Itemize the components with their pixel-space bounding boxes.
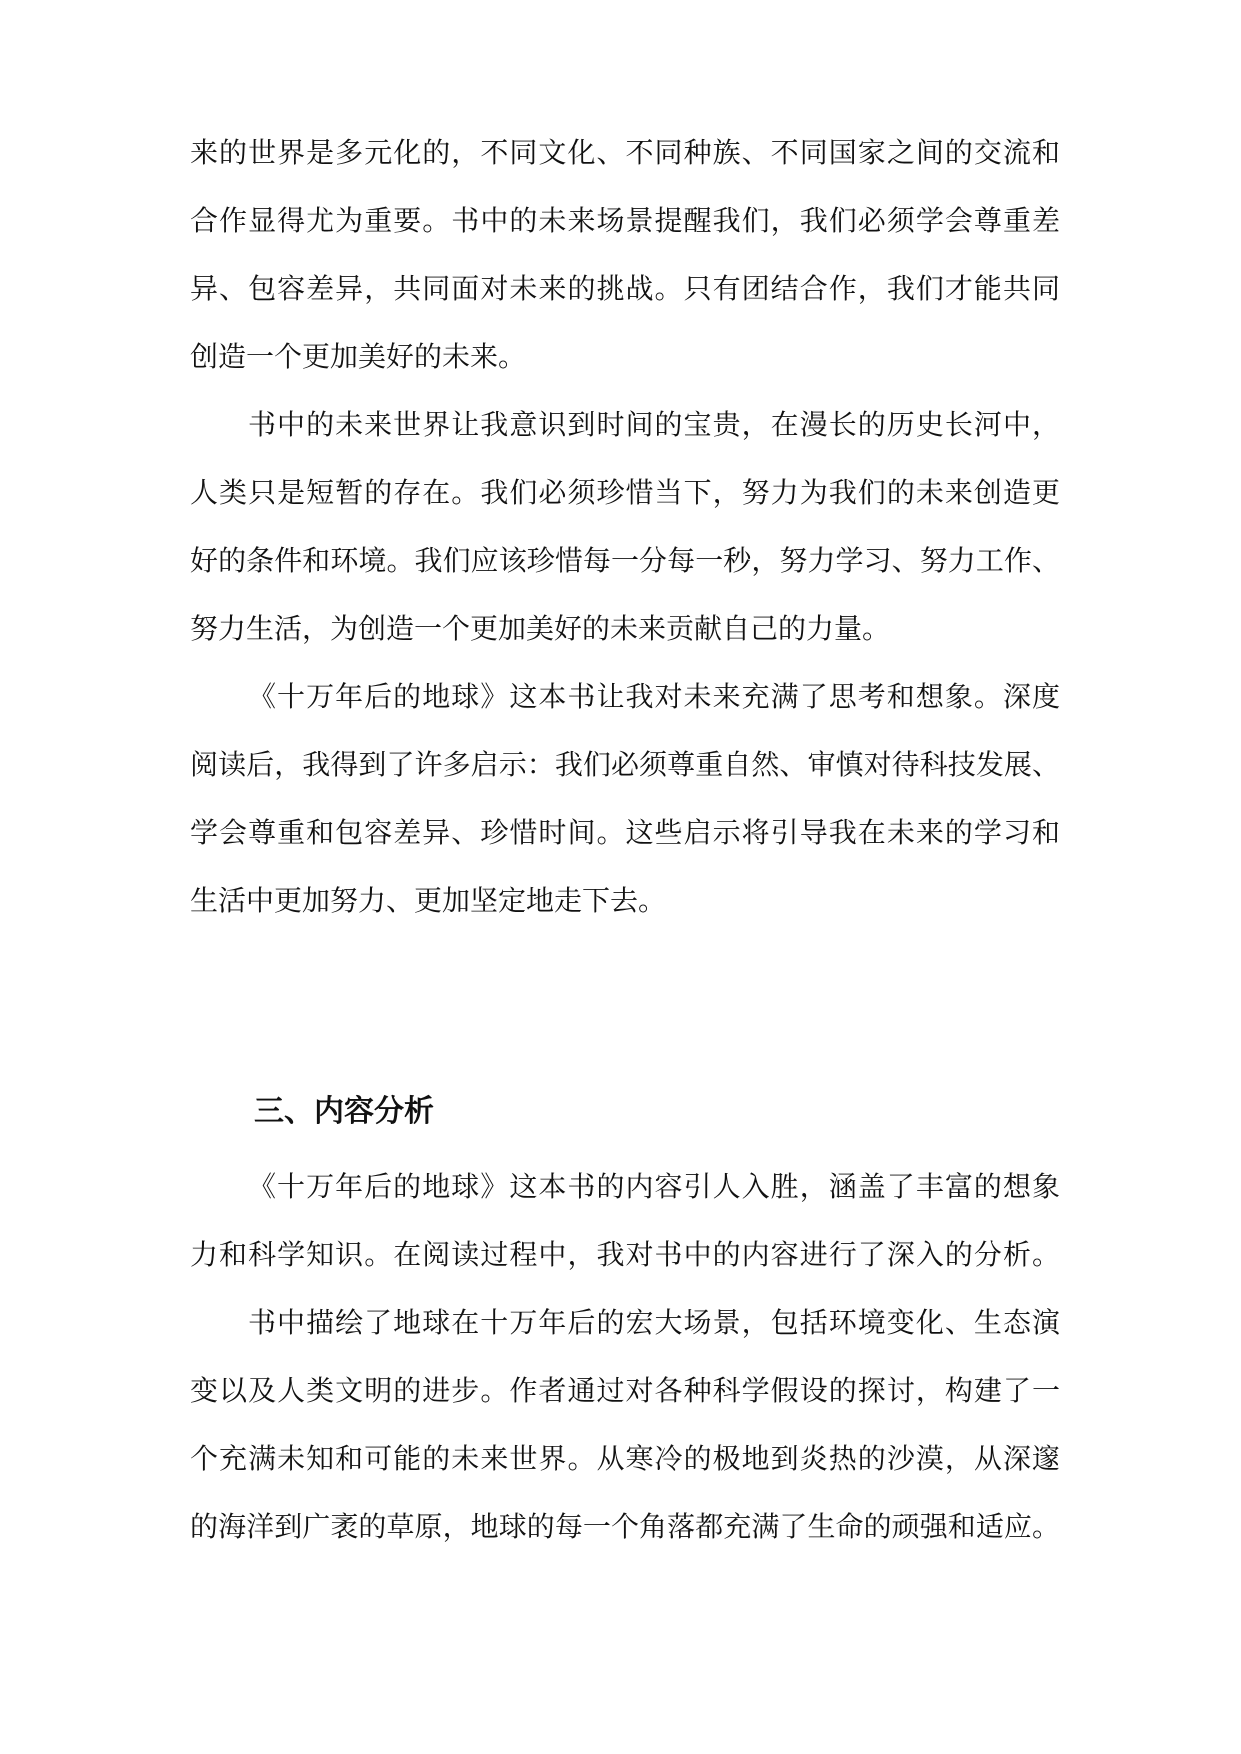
paragraph-2-line-4: 努力生活，为创造一个更加美好的未来贡献自己的力量。	[190, 612, 891, 645]
paragraph-1-line-2: 合作显得尤为重要。书中的未来场景提醒我们，我们必须学会尊重差	[190, 204, 1060, 237]
paragraph-3-line-2: 阅读后，我得到了许多启示：我们必须尊重自然、审慎对待科技发展、	[190, 748, 1060, 781]
paragraph-1-line-4: 创造一个更加美好的未来。	[190, 340, 527, 373]
section-paragraph-2-line-4: 的海洋到广袤的草原，地球的每一个角落都充满了生命的顽强和适应。	[190, 1510, 1060, 1543]
section-paragraph-2-line-3: 个充满未知和可能的未来世界。从寒冷的极地到炎热的沙漠，从深邃	[190, 1442, 1060, 1475]
section-heading: 三、内容分析	[254, 1094, 434, 1129]
paragraph-2-line-2: 人类只是短暂的存在。我们必须珍惜当下，努力为我们的未来创造更	[190, 476, 1060, 509]
paragraph-2-line-3: 好的条件和环境。我们应该珍惜每一分每一秒，努力学习、努力工作、	[190, 544, 1060, 577]
section-paragraph-2-line-1: 书中描绘了地球在十万年后的宏大场景，包括环境变化、生态演	[248, 1306, 1060, 1339]
paragraph-2-line-1: 书中的未来世界让我意识到时间的宝贵，在漫长的历史长河中，	[248, 408, 1060, 441]
section-paragraph-1-line-2: 力和科学知识。在阅读过程中，我对书中的内容进行了深入的分析。	[190, 1238, 1060, 1271]
section-paragraph-1-line-1: 《十万年后的地球》这本书的内容引人入胜，涵盖了丰富的想象	[248, 1170, 1060, 1203]
paragraph-1-line-3: 异、包容差异，共同面对未来的挑战。只有团结合作，我们才能共同	[190, 272, 1060, 305]
paragraph-3-line-4: 生活中更加努力、更加坚定地走下去。	[190, 884, 667, 917]
paragraph-1-line-1: 来的世界是多元化的，不同文化、不同种族、不同国家之间的交流和	[190, 136, 1060, 169]
paragraph-3-line-3: 学会尊重和包容差异、珍惜时间。这些启示将引导我在未来的学习和	[190, 816, 1060, 849]
paragraph-3-line-1: 《十万年后的地球》这本书让我对未来充满了思考和想象。深度	[248, 680, 1060, 713]
section-paragraph-2-line-2: 变以及人类文明的进步。作者通过对各种科学假设的探讨，构建了一	[190, 1374, 1060, 1407]
